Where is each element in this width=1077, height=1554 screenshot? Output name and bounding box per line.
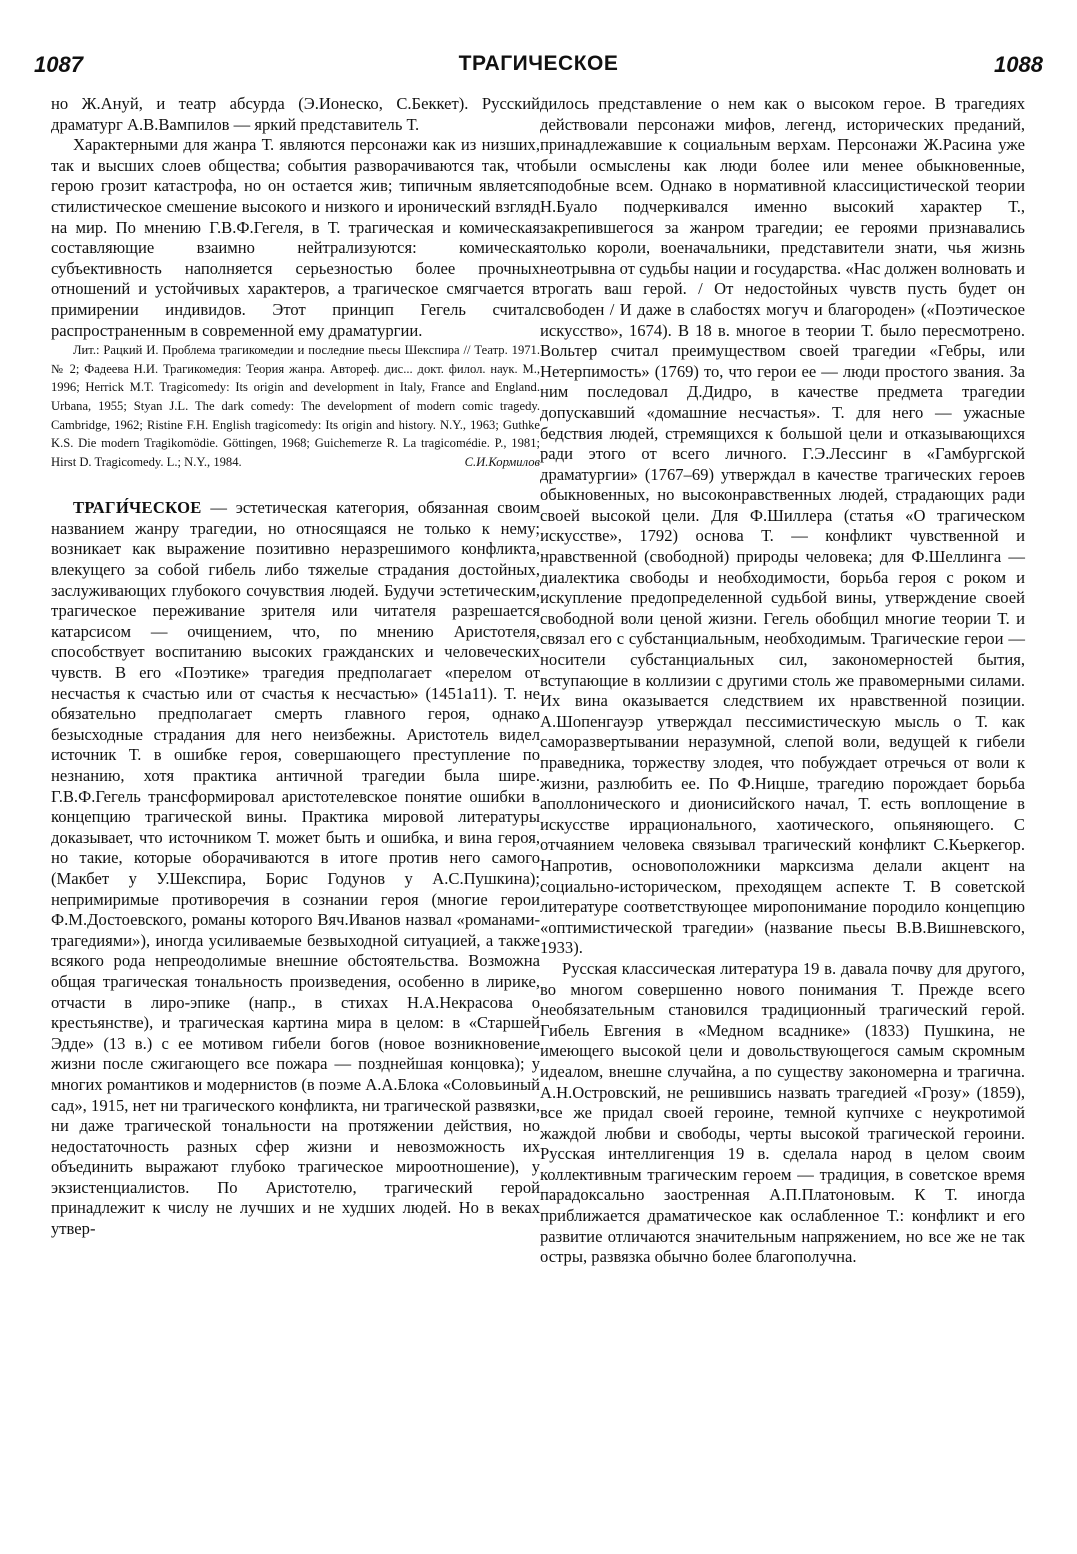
page-header [34, 52, 1043, 86]
paragraph-continuation: дилось представление о нем как о высоком герое. В трагедиях действовали персонажи мифов, легенд, исторических преданий, принадлежавшие к социальным верхам. Персонажи Ж.Расина уже были осмыслены как люди более или менее обыкновенные, подобные всем. Однако в нормативной классицистической теории Н.Буало подчеркивался именно высокий характер Т., закрепившегося за жанром трагедии; ее героями признавались только короли, военачальники, представители знати, чья жизнь неотрывна от судьбы нации и государства. «Нас должен волновать и трогать ваш герой. / От недостойных чувств пусть будет он свободен / И даже в слабостях могуч и благороден» («Поэтическое искусство», 1674). В 18 в. многое в теории Т. было пересмотрено. Вольтер считал преимуществом своей трагедии «Гебры, или Нетерпимость» (1769) то, что герои ее — люди простого звания. За ним последовал Д.Дидро, в качестве предмета трагедии допускавший «домашние несчастья». Т. для него — ужасные бедствия людей, стремящихся к большой цели и отказывающихся ради этого от всего личного. Г.Э.Лессинг в «Гамбургской драматургии» (1767–69) утверждал в качестве трагических героев обыкновенных, но высоконравственных людей, страдающих ради своей высокой цели. Для Ф.Шиллера (статья «О трагическом искусстве», 1792) основа Т. — конфликт чувственной и нравственной (свободной) природы человека; для Ф.Шеллинга — диалектика свободы и необходимости, борьба героя с роком и искупление предопределенной судьбой вины, утверждение своей свободной воли ценой жизни. Гегель обобщил многие теории Т. и связал его с субстанциальным, необходимым. Трагические герои — носители субстанциальных сил, закономерностей бытия, вступающие в коллизии с другими столь же правомерными силами. Их вина оказывается следствием их нравственной позиции. А.Шопенгауэр утверждал пессимистическую мысль о Т. как саморазвертывании неразумной, слепой воли, ведущей к гибели праведника, торжеству злодея, что побуждает отречься от воли к жизни, разлюбить ее. По Ф.Ницше, трагедию порождает борьба аполлонического и дионисийского начал, Т. есть воплощение в искусстве иррационального, хаотического, опьяняющего. С отчаянием человека связывал трагический конфликт С.Кьеркегор. Напротив, основоположники марксизма делали акцент на социально-историческом, преходящем аспекте Т. В советской литературе соответствующее миропонимание породило концепцию «оптимистической трагедии» (название пьесы В.В.Вишневского, 1933). [540, 94, 1025, 958]
paragraph: Русская классическая литература 19 в. давала почву для другого, во многом совершенно нового понимания Т. Прежде всего необязательным становился традиционный трагический герой. Гибель Евгения в «Медном всаднике» (1833) Пушкина, не имеющего высокой цели и довольствующегося самым скромным идеалом, внешне случайна, а по существу закономерна и трагична. А.Н.Островский, не решившись назвать трагедией «Грозу» (1859), все же придал своей героине, темной купчихе с неукротимой жаждой любви и свободы, черты высокой трагической героини. Русская интеллигенция 19 в. сделала народ в целом своим коллективным трагическим героем — традиция, в советское время парадоксально заостренная А.П.Платоновым. К Т. иногда приближается драматическое как ослабленное Т.: конфликт и его развитие отличаются значительным напряжением, но все же не так остры, развязка обычно более благополучна. [540, 958, 1025, 1267]
entry-paragraph [51, 498, 540, 1239]
paragraph-continuation: но Ж.Ануй, и театр абсурда (Э.Ионеско, С.Беккет). Русский драматург А.В.Вампилов — яркий представитель Т. [51, 94, 540, 134]
left-column [51, 94, 540, 1240]
right-column [540, 94, 1025, 1268]
paragraph: Характерными для жанра Т. являются персонажи как из низших, так и высших слоев общества; события разворачиваются так, что герою грозит катастрофа, но он остается жив; типичным является стилистическое смешение высокого и низкого и иронический взгляд на мир. По мнению Г.В.Ф.Гегеля, в Т. трагическая и комическая составляющие взаимно нейтрализуются: комическая субъективность наполняется серьезностью более прочных отношений и устойчивых характеров, а трагическое смягчается в примирении индивидов. Этот принцип Гегель считал распространенным в современной ему драматургии. [51, 135, 540, 340]
entry-headword: ТРАГИ́ЧЕСКОЕ [73, 498, 202, 518]
literature-references [51, 341, 540, 471]
page-number-right: 1088 [994, 52, 1043, 77]
entry-text: — эстетическая категория, обязанная своим названием жанру трагедии, но относящаяся не только к нему; возникает как выражение позитивно неразрешимого конфликта, влекущего за собой гибель либо тяжелые страдания достойных, заслуживающих глубокого сочувствия людей. Будучи эстетическим, трагическое переживание зрителя или читателя разрешается катарсисом — очищением, что, по мнению Аристотеля, способствует воспитанию высоких гражданских и человеческих чувств. В его «Поэтике» трагедия предполагает «перелом от несчастья к счастью или от счастья к несчастью» (1451а11). Т. не обязательно предполагает смерть главного героя, однако безысходные страдания для него неизбежны. Аристотель видел источник Т. в ошибке героя, совершающего преступление по незнанию, хотя практика античной трагедии была шире. Г.В.Ф.Гегель трансформировал аристотелевское понятие ошибки в концепцию трагической вины. Практика мировой литературы доказывает, что источником Т. может быть и ошибка, и вина героя, но такие, которые оборачиваются в итоге против него самого (Макбет у У.Шекспира, Борис Годунов у А.С.Пушкина); непримиримые противоречия в сознании героя (многие герои Ф.М.Достоевского, романы которого Вяч.Иванов назвал «романами-трагедиями»), иногда усиливаемые безвыходной ситуацией, а также всякого рода непреодолимые внешние обстоятельства. Возможна общая трагическая тональность произведения, особенно в лирике, отчасти в лиро-эпике (напр., в стихах Н.А.Некрасова о крестьянстве), и трагическая картина мира в целом: в «Старшей Эдде» (13 в.) с ее мотивом гибели богов (новое возникновение жизни после сжигающего все пожара — позднейшая концовка); у многих романтиков и модернистов (в поэме А.А.Блока «Соловьиный сад», 1915, нет ни трагического конфликта, ни трагической развязки, ни даже трагической тональности на протяжении действия, но недостаточность разных сфер жизни и невозможность их объединить выражают глубоко трагическое мироотношение), у экзистенциалистов. По Аристотелю, трагический герой принадлежит к числу не лучших и не худших людей. Но в веках утвер- [51, 498, 540, 1239]
page-number-left: 1087 [34, 52, 83, 77]
literature-text: Лит.: Рацкий И. Проблема трагикомедии и последние пьесы Шекспира // Театр. 1971. № 2; Фадеева Н.И. Трагикомедия: Теория жанра. Автореф. дис... докт. филол. наук. М., 1996; Herrick M.T. Tragicomedy: Its origin and development in Italy, France and England. Urbana, 1955; Styan J.L. The dark comedy: The development of modern comic tragedy. Cambridge, 1962; Ristine F.H. English tragicomedy: Its origin and history. N.Y., 1963; Guthke K.S. Die modern Tragikomödie. Göttingen, 1968; Guichemerze R. La tragicomédie. P., 1981; Hirst D. Tragicomedy. L.; N.Y., 1984. [51, 343, 540, 469]
running-title: ТРАГИЧЕСКОЕ [458, 52, 619, 75]
author-signature: С.И.Кормилов [464, 454, 540, 469]
